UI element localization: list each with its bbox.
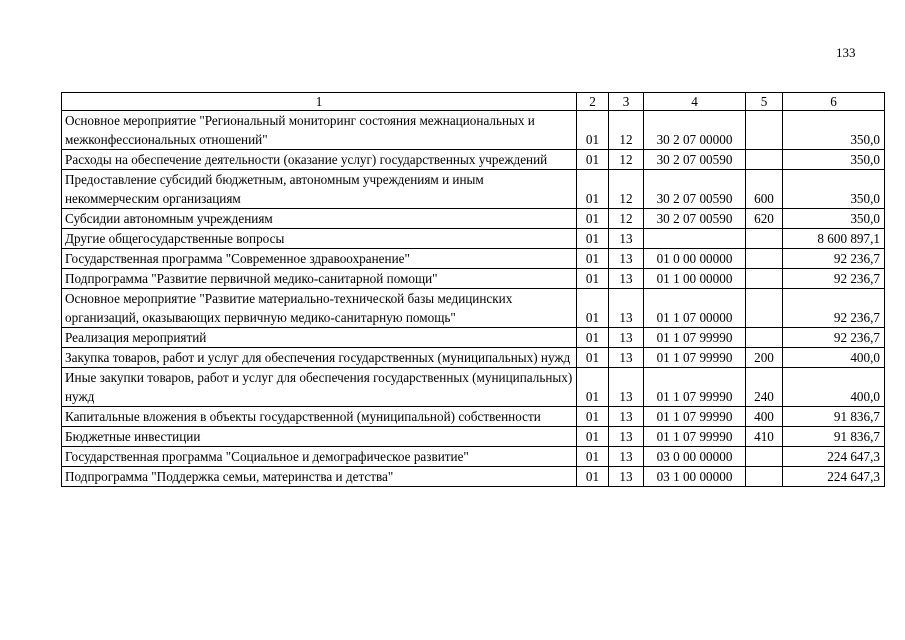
row-name: Иные закупки товаров, работ и услуг для обеспечения государственных (муниципальных) нужд xyxy=(62,368,577,407)
header-col-1: 1 xyxy=(62,93,577,111)
row-section: 01 xyxy=(577,289,609,328)
row-target-article: 01 1 07 00000 xyxy=(644,289,746,328)
row-subsection: 13 xyxy=(609,229,644,249)
table-row xyxy=(62,407,885,427)
row-section: 01 xyxy=(577,348,609,368)
row-name: Реализация мероприятий xyxy=(62,328,577,348)
row-amount: 224 647,3 xyxy=(783,447,885,467)
row-name: Субсидии автономным учреждениям xyxy=(62,209,577,229)
row-target-article xyxy=(644,229,746,249)
row-target-article: 03 1 00 00000 xyxy=(644,467,746,487)
row-amount: 92 236,7 xyxy=(783,328,885,348)
row-section: 01 xyxy=(577,170,609,209)
row-name: Другие общегосударственные вопросы xyxy=(62,229,577,249)
table-header-row xyxy=(62,93,885,111)
table-row xyxy=(62,170,885,209)
row-subsection: 13 xyxy=(609,467,644,487)
row-section: 01 xyxy=(577,209,609,229)
row-name: Капитальные вложения в объекты государственной (муниципальной) собственности xyxy=(62,407,577,427)
row-expense-type: 410 xyxy=(746,427,783,447)
row-expense-type: 240 xyxy=(746,368,783,407)
row-subsection: 13 xyxy=(609,427,644,447)
row-subsection: 13 xyxy=(609,249,644,269)
row-target-article: 01 0 00 00000 xyxy=(644,249,746,269)
row-target-article: 30 2 07 00590 xyxy=(644,150,746,170)
row-amount: 350,0 xyxy=(783,150,885,170)
header-col-2: 2 xyxy=(577,93,609,111)
header-col-5: 5 xyxy=(746,93,783,111)
table-row xyxy=(62,229,885,249)
row-name: Расходы на обеспечение деятельности (оказание услуг) государственных учреждений xyxy=(62,150,577,170)
row-expense-type: 200 xyxy=(746,348,783,368)
row-target-article: 30 2 07 00590 xyxy=(644,170,746,209)
row-amount: 91 836,7 xyxy=(783,407,885,427)
row-target-article: 01 1 07 99990 xyxy=(644,427,746,447)
row-expense-type xyxy=(746,328,783,348)
row-name: Закупка товаров, работ и услуг для обеспечения государственных (муниципальных) нужд xyxy=(62,348,577,368)
row-expense-type xyxy=(746,289,783,328)
row-subsection: 12 xyxy=(609,170,644,209)
row-section: 01 xyxy=(577,150,609,170)
row-subsection: 13 xyxy=(609,289,644,328)
row-section: 01 xyxy=(577,269,609,289)
row-subsection: 12 xyxy=(609,150,644,170)
row-amount: 92 236,7 xyxy=(783,269,885,289)
row-amount: 400,0 xyxy=(783,348,885,368)
row-target-article: 01 1 07 99990 xyxy=(644,328,746,348)
table-row xyxy=(62,467,885,487)
table-row xyxy=(62,328,885,348)
row-subsection: 12 xyxy=(609,111,644,150)
row-expense-type xyxy=(746,467,783,487)
row-subsection: 13 xyxy=(609,348,644,368)
header-col-3: 3 xyxy=(609,93,644,111)
row-expense-type xyxy=(746,447,783,467)
row-section: 01 xyxy=(577,111,609,150)
row-section: 01 xyxy=(577,229,609,249)
row-amount: 92 236,7 xyxy=(783,289,885,328)
row-amount: 224 647,3 xyxy=(783,467,885,487)
row-expense-type xyxy=(746,269,783,289)
row-amount: 400,0 xyxy=(783,368,885,407)
row-target-article: 30 2 07 00000 xyxy=(644,111,746,150)
row-amount: 8 600 897,1 xyxy=(783,229,885,249)
row-amount: 91 836,7 xyxy=(783,427,885,447)
table-row xyxy=(62,111,885,150)
row-subsection: 13 xyxy=(609,447,644,467)
row-expense-type xyxy=(746,229,783,249)
row-name: Государственная программа "Современное здравоохранение" xyxy=(62,249,577,269)
row-expense-type: 600 xyxy=(746,170,783,209)
table-row xyxy=(62,368,885,407)
row-target-article: 30 2 07 00590 xyxy=(644,209,746,229)
row-amount: 350,0 xyxy=(783,209,885,229)
row-name: Основное мероприятие "Развитие материально-технической базы медицинских организаций, оказывающих первичную медико-санитарную помощь" xyxy=(62,289,577,328)
budget-table xyxy=(61,92,885,487)
row-amount: 350,0 xyxy=(783,170,885,209)
table-row xyxy=(62,289,885,328)
table-row xyxy=(62,427,885,447)
row-subsection: 13 xyxy=(609,269,644,289)
row-amount: 92 236,7 xyxy=(783,249,885,269)
table-row xyxy=(62,348,885,368)
row-expense-type xyxy=(746,150,783,170)
row-section: 01 xyxy=(577,368,609,407)
row-section: 01 xyxy=(577,328,609,348)
table-row xyxy=(62,447,885,467)
row-subsection: 13 xyxy=(609,328,644,348)
row-expense-type xyxy=(746,111,783,150)
row-subsection: 13 xyxy=(609,407,644,427)
row-amount: 350,0 xyxy=(783,111,885,150)
row-expense-type: 400 xyxy=(746,407,783,427)
row-name: Основное мероприятие "Региональный мониторинг состояния межнациональных и межконфессиональных отношений" xyxy=(62,111,577,150)
row-section: 01 xyxy=(577,407,609,427)
row-name: Государственная программа "Социальное и демографическое развитие" xyxy=(62,447,577,467)
row-name: Бюджетные инвестиции xyxy=(62,427,577,447)
row-subsection: 12 xyxy=(609,209,644,229)
row-target-article: 01 1 07 99990 xyxy=(644,348,746,368)
table-row xyxy=(62,209,885,229)
row-section: 01 xyxy=(577,427,609,447)
row-target-article: 01 1 07 99990 xyxy=(644,368,746,407)
row-section: 01 xyxy=(577,467,609,487)
table-row xyxy=(62,249,885,269)
row-target-article: 01 1 00 00000 xyxy=(644,269,746,289)
row-subsection: 13 xyxy=(609,368,644,407)
table-row xyxy=(62,269,885,289)
row-name: Подпрограмма "Развитие первичной медико-санитарной помощи" xyxy=(62,269,577,289)
page-number: 133 xyxy=(836,45,856,60)
row-name: Подпрограмма "Поддержка семьи, материнства и детства" xyxy=(62,467,577,487)
row-target-article: 01 1 07 99990 xyxy=(644,407,746,427)
row-section: 01 xyxy=(577,447,609,467)
row-expense-type: 620 xyxy=(746,209,783,229)
header-col-6: 6 xyxy=(783,93,885,111)
row-section: 01 xyxy=(577,249,609,269)
row-target-article: 03 0 00 00000 xyxy=(644,447,746,467)
table-row xyxy=(62,150,885,170)
row-expense-type xyxy=(746,249,783,269)
header-col-4: 4 xyxy=(644,93,746,111)
row-name: Предоставление субсидий бюджетным, автономным учреждениям и иным некоммерческим организациям xyxy=(62,170,577,209)
